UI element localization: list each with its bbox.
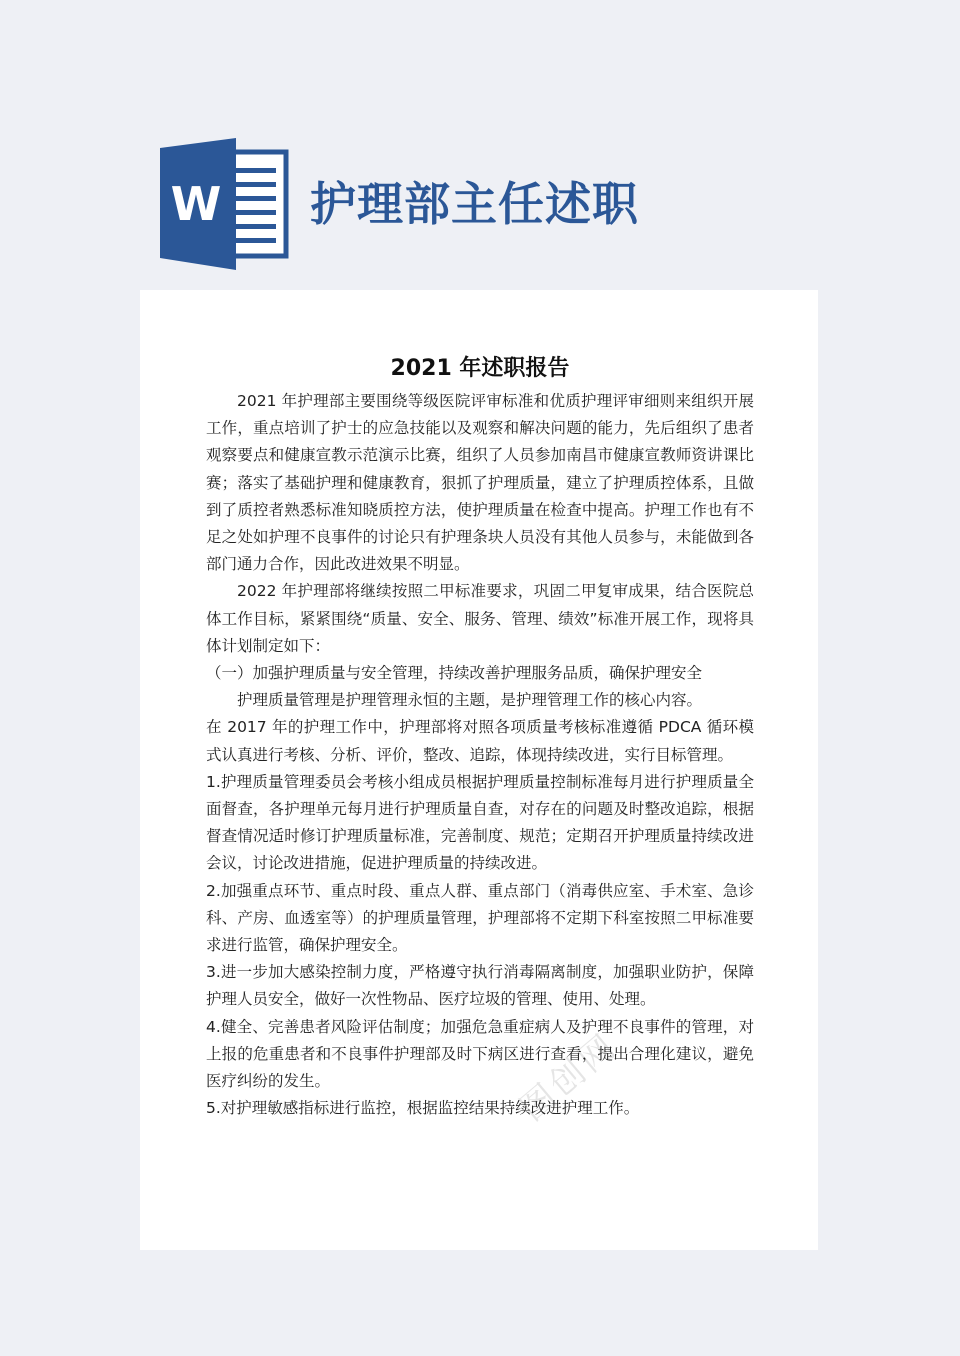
list-item-3: 3.进一步加大感染控制力度，严格遵守执行消毒隔离制度，加强职业防护，保障护理人员安全，做好一次性物品、医疗垃圾的管理、使用、处理。: [206, 963, 754, 1009]
section-heading-1: （一）加强护理质量与安全管理，持续改善护理服务品质，确保护理安全: [206, 664, 703, 683]
document-body: [206, 352, 754, 1122]
watermark: 图创网: [512, 1025, 626, 1130]
logo-letter: W: [170, 177, 222, 231]
document-page: [140, 290, 818, 1250]
list-item-2: 2.加强重点环节、重点时段、重点人群、重点部门（消毒供应室、手术室、急诊科、产房、血透室等）的护理质量管理，护理部将不定期下科室按照二甲标准要求进行监管，确保护理安全。: [206, 881, 754, 955]
list-item-1: 1.护理质量管理委员会考核小组成员根据护理质量控制标准每月进行护理质量全面督查，各护理单元每月进行护理质量自查，对存在的问题及时整改追踪，根据督查情况适时修订护理质量标准，完善制度、规范；定期召开护理质量持续改进会议，讨论改进措施，促进护理质量的持续改进。: [206, 772, 754, 873]
paragraph-quality-core: 护理质量管理是护理管理永恒的主题，是护理管理工作的核心内容。: [237, 691, 703, 710]
word-logo-icon: [160, 138, 290, 270]
header: [160, 138, 860, 270]
paragraph-plan-2022: 2022 年护理部将继续按照二甲标准要求，巩固二甲复审成果，结合医院总体工作目标，紧紧围绕“质量、安全、服务、管理、绩效”标准开展工作，现将具体计划制定如下：: [206, 582, 754, 655]
paragraph-summary-2021: 2021 年护理部主要围绕等级医院评审标准和优质护理评审细则来组织开展工作，重点培训了护士的应急技能以及观察和解决问题的能力，先后组织了患者观察要点和健康宣教示范演示比赛，组织了人员参加南昌市健康宣教师资讲课比赛；落实了基础护理和健康教育，狠抓了护理质量，建立了护理质控体系，且做到了质控者熟悉标准知晓质控方法，使护理质量在检查中提高。护理工作也有不足之处如护理不良事件的讨论只有护理条块人员没有其他人员参与，未能做到各部门通力合作，因此改进效果不明显。: [206, 392, 754, 574]
header-title: 护理部主任述职: [310, 177, 639, 231]
paragraph-pdca: 在 2017 年的护理工作中，护理部将对照各项质量考核标准遵循 PDCA 循环模式认真进行考核、分析、评价，整改、追踪，体现持续改进，实行目标管理。: [206, 718, 754, 764]
list-item-4: 4.健全、完善患者风险评估制度；加强危急重症病人及护理不良事件的管理，对上报的危重患者和不良事件护理部及时下病区进行查看，提出合理化建议，避免医疗纠纷的发生。: [206, 1017, 754, 1091]
document-title: 2021 年述职报告: [390, 356, 570, 381]
list-item-5: 5.对护理敏感指标进行监控，根据监控结果持续改进护理工作。: [206, 1099, 640, 1118]
